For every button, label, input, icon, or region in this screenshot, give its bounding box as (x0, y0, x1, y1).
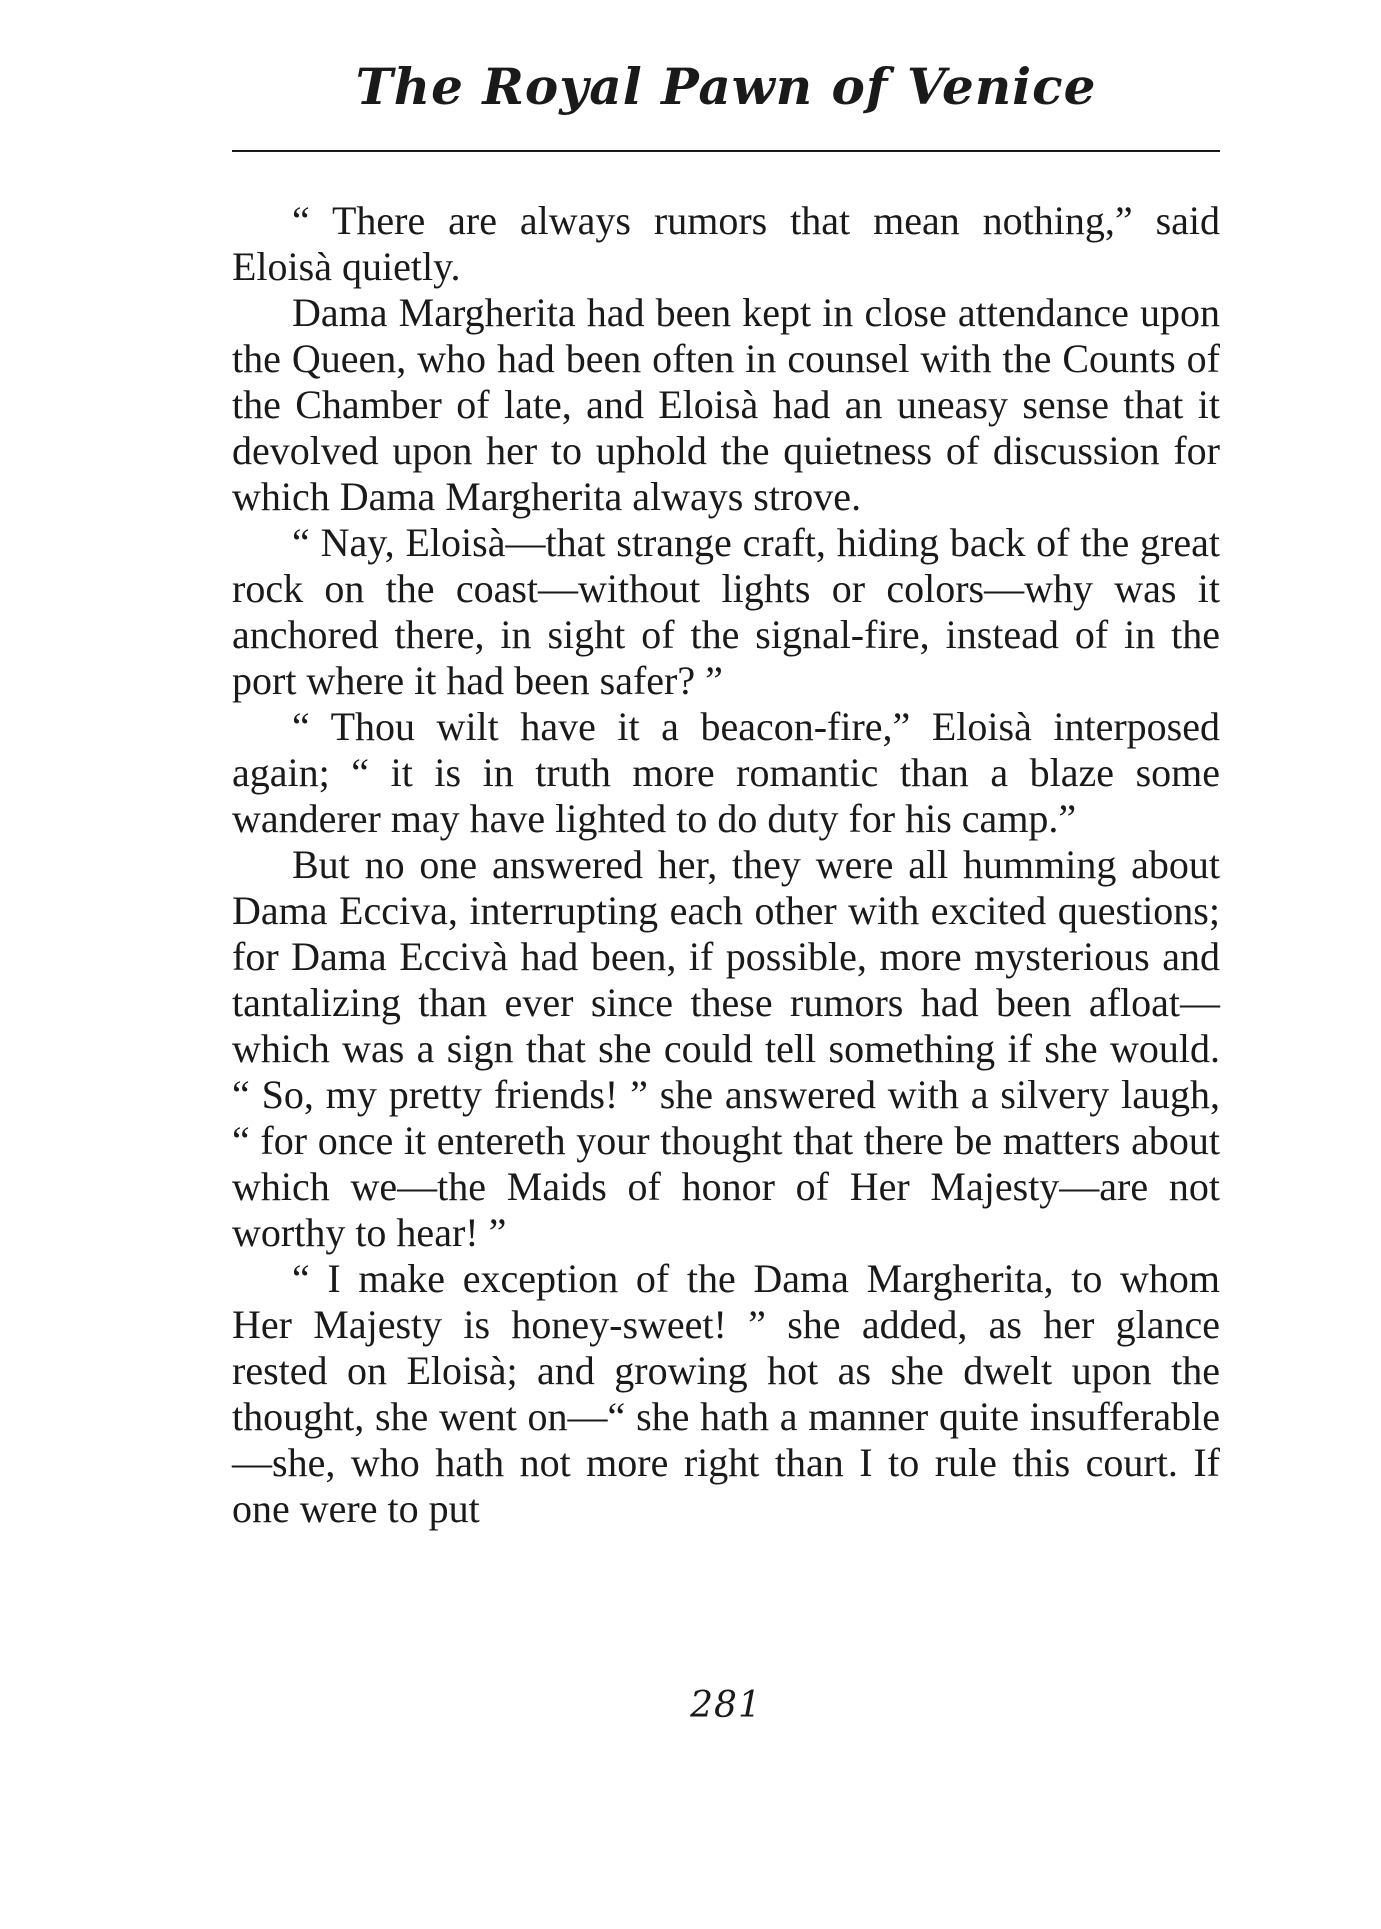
page-number: 281 (690, 1685, 762, 1726)
running-title: The Royal Pawn of Venice (355, 57, 1097, 116)
paragraph: “ There are always rumors that mean nothing,” said Eloisà quietly. (232, 198, 1220, 289)
body-text (232, 198, 1220, 1532)
paragraph: “ Thou wilt have it a beacon-fire,” Eloisà interposed again; “ it is in truth more romantic than a blaze some wanderer may have lighted to do duty for his camp.” (232, 704, 1220, 841)
paragraph: Dama Margherita had been kept in close attendance upon the Queen, who had been often in counsel with the Counts of the Chamber of late, and Eloisà had an uneasy sense that it devolved upon her to uphold the quietness of discussion for which Dama Margherita always strove. (232, 290, 1220, 519)
paragraph: “ Nay, Eloisà—that strange craft, hiding back of the great rock on the coast—without lights or colors—why was it anchored there, in sight of the signal-fire, instead of in the port where it had been safer? ” (232, 520, 1220, 703)
paragraph: But no one answered her, they were all humming about Dama Ecciva, interrupting each other with excited questions; for Dama Eccivà had been, if possible, more mysterious and tantalizing than ever since these rumors had been afloat—which was a sign that she could tell something if she would. “ So, my pretty friends! ” she answered with a silvery laugh, “ for once it entereth your thought that there be matters about which we—the Maids of honor of Her Majesty—are not worthy to hear! ” (232, 842, 1220, 1255)
header-rule (232, 150, 1220, 152)
paragraph: “ I make exception of the Dama Margherita, to whom Her Majesty is honey-sweet! ” she added, as her glance rested on Eloisà; and growing hot as she dwelt upon the thought, she went on—“ she hath a manner quite insufferable—she, who hath not more right than I to rule this court. If one were to put (232, 1256, 1220, 1531)
